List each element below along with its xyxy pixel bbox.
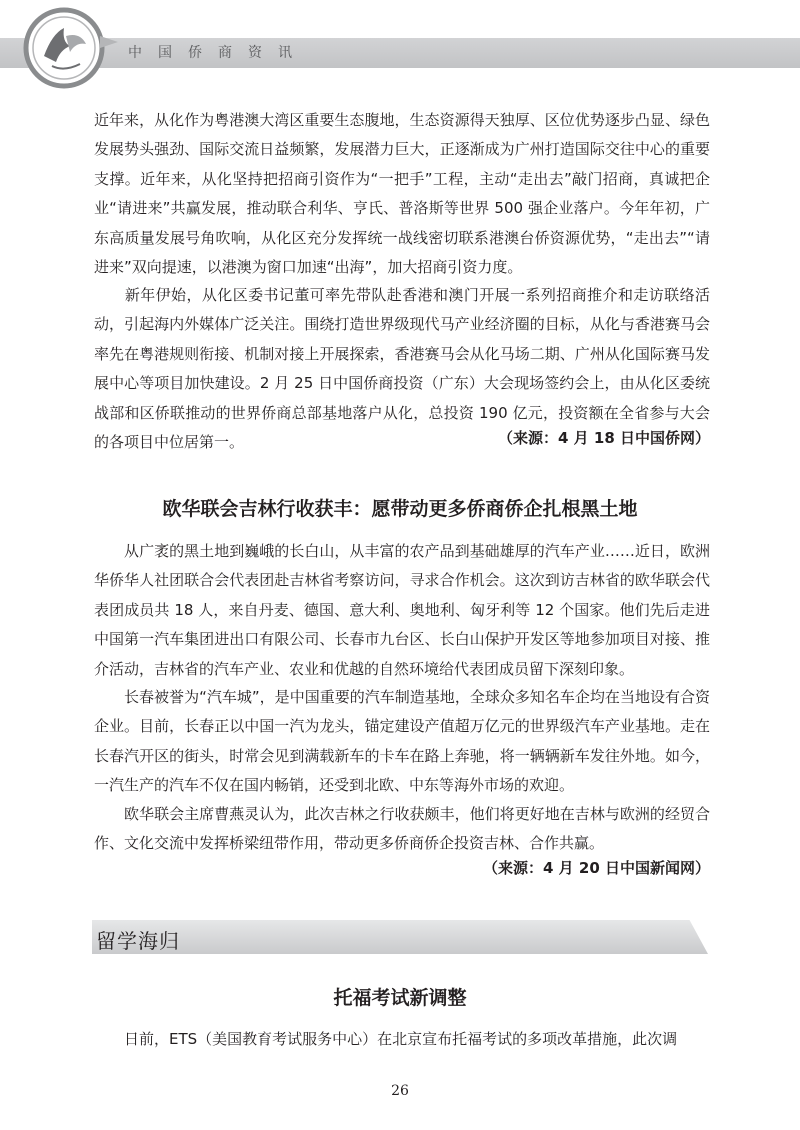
article2-paragraph-2: 长春被誉为“汽车城”，是中国重要的汽车制造基地，全球众多知名车企均在当地设有合资企业。目前，长春正以中国一汽为龙头，锚定建设产值超万亿元的世界级汽车产业基地。走在长春汽开区的街头，时常会见到满载新车的卡车在路上奔驰，将一辆辆新车发往外地。如今，一汽生产的汽车不仅在国内畅销，还受到北欧、中东等海外市场的欢迎。 <box>94 688 710 795</box>
association-logo <box>22 6 122 90</box>
article1-paragraph-2: 新年伊始，从化区委书记董可率先带队赴香港和澳门开展一系列招商推介和走访联络活动，引起海内外媒体广泛关注。围绕打造世界级现代马产业经济圈的目标，从化与香港赛马会率先在粤港规则衔接、机制对接上开展探索，香港赛马会从化马场二期、广州从化国际赛马发展中心等项目加快建设。2 月 25 日中国侨商投资（广东）大会现场签约会上，由从化区委统战部和区侨联推动的世界侨商总部基地落户从化，总投资 190 亿元，投资额在全省参与大会的各项目中位居第一。 <box>94 286 710 452</box>
article1-paragraph-1: 近年来，从化作为粤港澳大湾区重要生态腹地，生态资源得天独厚、区位优势逐步凸显、绿色发展势头强劲、国际交流日益频繁，发展潜力巨大，正逐渐成为广州打造国际交往中心的重要支撑。近年来，从化坚持把招商引资作为“一把手”工程，主动“走出去”敲门招商，真诚把企业“请进来”共赢发展，推动联合利华、亨氏、普洛斯等世界 500 强企业落户。今年年初，广东高质量发展号角吹响，从化区充分发挥统一战线密切联系港澳台侨资源优势，“走出去”“请进来”双向提速，以港澳为窗口加速“出海”，加大招商引资力度。 <box>94 111 710 277</box>
article2-paragraph-1: 从广袤的黑土地到巍峨的长白山，从丰富的农产品到基础雄厚的汽车产业……近日，欧洲华侨华人社团联合会代表团赴吉林省考察访问，寻求合作机会。这次到访吉林省的欧华联会代表团成员共 18 人，来自丹麦、德国、意大利、奥地利、匈牙利等 12 个国家。他们先后走进中国第一汽车集团进出口有限公司、长春市九台区、长白山保护开发区等地参加项目对接、推介活动，吉林省的汽车产业、农业和优越的自然环境给代表团成员留下深刻印象。 <box>94 542 710 678</box>
article2-paragraph-3: 欧华联会主席曹燕灵认为，此次吉林之行收获颇丰，他们将更好地在吉林与欧洲的经贸合作、文化交流中发挥桥梁纽带作用，带动更多侨商侨企投资吉林、合作共赢。 <box>94 805 710 853</box>
article3-paragraph-1: 日前，ETS（美国教育考试服务中心）在北京宣布托福考试的多项改革措施，此次调 <box>94 1030 678 1048</box>
article2-title: 欧华联会吉林行收获丰：愿带动更多侨商侨企扎根黑土地 <box>162 498 638 520</box>
section-label: 留学海归 <box>96 929 180 953</box>
article2-source: （来源：4 月 20 日中国新闻网） <box>483 859 710 877</box>
section-band <box>92 920 708 954</box>
header-title: 中国侨商资讯 <box>128 45 308 61</box>
page-number: 26 <box>391 1083 409 1099</box>
article1-source: （来源：4 月 18 日中国侨网） <box>498 429 710 447</box>
article3-title: 托福考试新调整 <box>333 987 467 1009</box>
